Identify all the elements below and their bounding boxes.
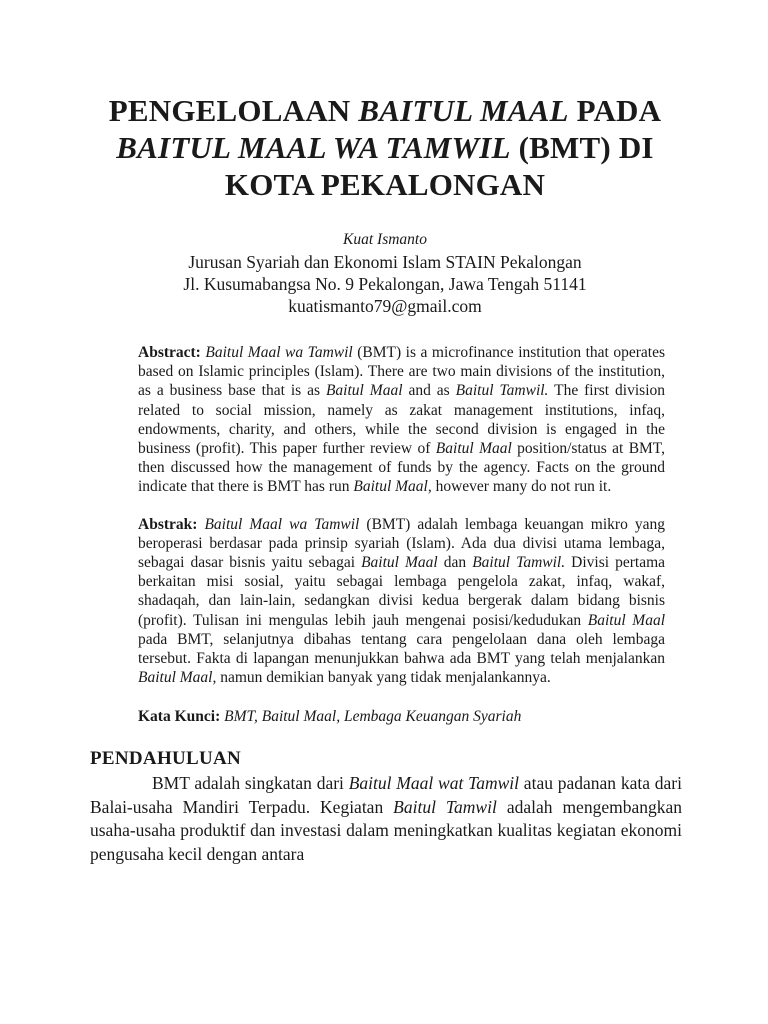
- abstrak-text: dan: [437, 554, 473, 572]
- title-line-3: KOTA PEKALONGAN: [224, 167, 546, 202]
- title-line-1: [88, 92, 682, 129]
- author-address: Jl. Kusumabangsa No. 9 Pekalongan, Jawa Tengah 51141: [183, 274, 587, 294]
- body-italic: Baitul Maal wat Tamwil: [348, 773, 520, 794]
- body-text: BMT adalah singkatan dari: [152, 773, 349, 794]
- abstract-english: [138, 343, 665, 497]
- abstrak-text: Divisi pertama berkaitan misi sosial, yaitu sebagai lembaga pengelola zakat, infaq, wakaf, shadaqah, dan lain-lain, sedangkan divisi kedua bergerak dalam bidang bisnis (profit). Tulisan ini mengulas lebih jauh mengenai posisi/kedudukan: [138, 554, 666, 629]
- abstrak-text: namun demikian banyak yang tidak menjalankannya.: [216, 669, 551, 687]
- abstrak-text: (BMT) adalah lembaga keuangan mikro yang beroperasi berdasar pada prinsip syariah (Islam). Ada dua divisi utama lembaga, sebagai dasar bisnis yaitu sebagai: [138, 515, 666, 572]
- author-name: Kuat Ismanto: [343, 231, 427, 248]
- abstract-text: position/status at BMT, then discussed how the management of funds by the agency. Facts on the ground indicate that there is BMT has run: [138, 440, 666, 496]
- title-italic: BAITUL MAAL: [358, 93, 569, 128]
- abstract-label: Abstract:: [138, 344, 201, 361]
- title-line-2: [88, 129, 682, 166]
- author-block: [88, 229, 682, 317]
- abstrak-italic: Baitul Maal: [587, 611, 665, 629]
- title-text: PENGELOLAAN: [108, 93, 359, 128]
- abstract-italic: Baitul Tamwil.: [455, 382, 549, 400]
- abstract-italic: Baitul Maal: [325, 382, 403, 400]
- body-text: atau padanan kata dari Balai-usaha Mandiri Terpadu. Kegiatan: [90, 773, 682, 817]
- title-text: (BMT) DI: [510, 130, 654, 165]
- abstract-italic: Baitul Maal,: [353, 478, 432, 496]
- title-italic: BAITUL MAAL WA TAMWIL: [116, 130, 511, 165]
- abstract-text: The first division related to social mission, namely as zakat management institutions, infaq, endowments, charity, and others, while the second division is engaged in the business (profit). This paper further review of: [138, 382, 665, 458]
- abstract-text: and as: [402, 382, 456, 400]
- abstrak-italic: Baitul Tamwil.: [472, 554, 566, 572]
- abstrak-italic: Baitul Maal: [361, 554, 438, 572]
- abstract-indonesian: [138, 515, 665, 688]
- paper-title: [88, 92, 682, 203]
- keywords-label: Kata Kunci:: [138, 708, 221, 726]
- body-text: adalah mengembangkan usaha-usaha produktif dan investasi dalam meningkatkan kualitas kegiatan ekonomi pengusaha kecil dengan antara: [90, 796, 682, 864]
- body-italic: Baitul Tamwil: [393, 796, 497, 817]
- abstrak-label: Abstrak:: [138, 515, 198, 533]
- abstract-text: however many do not run it.: [431, 478, 612, 496]
- abstrak-italic: Baitul Maal,: [138, 669, 217, 687]
- abstrak-text: pada BMT, selanjutnya dibahas tentang cara pengelolaan dana oleh lembaga tersebut. Fakta di lapangan menunjukkan bahwa ada BMT yang telah menjalankan: [138, 630, 665, 668]
- section-heading: PENDAHULUAN: [90, 748, 242, 770]
- author-affiliation: Jurusan Syariah dan Ekonomi Islam STAIN Pekalongan: [188, 252, 582, 272]
- abstrak-italic: Baitul Maal wa Tamwil: [204, 515, 360, 533]
- keywords-value: BMT, Baitul Maal, Lembaga Keuangan Syariah: [220, 708, 522, 726]
- keywords: [138, 707, 665, 726]
- abstract-text: (BMT) is a microfinance institution that operates based on Islamic principles (Islam). There are two main divisions of the institution, as a business base that is as: [138, 344, 665, 400]
- intro-paragraph: [90, 772, 682, 866]
- abstract-italic: Baitul Maal wa Tamwil: [205, 344, 353, 361]
- abstract-italic: Baitul Maal: [435, 440, 512, 458]
- title-text: PADA: [568, 93, 662, 128]
- author-email: kuatismanto79@gmail.com: [288, 296, 482, 316]
